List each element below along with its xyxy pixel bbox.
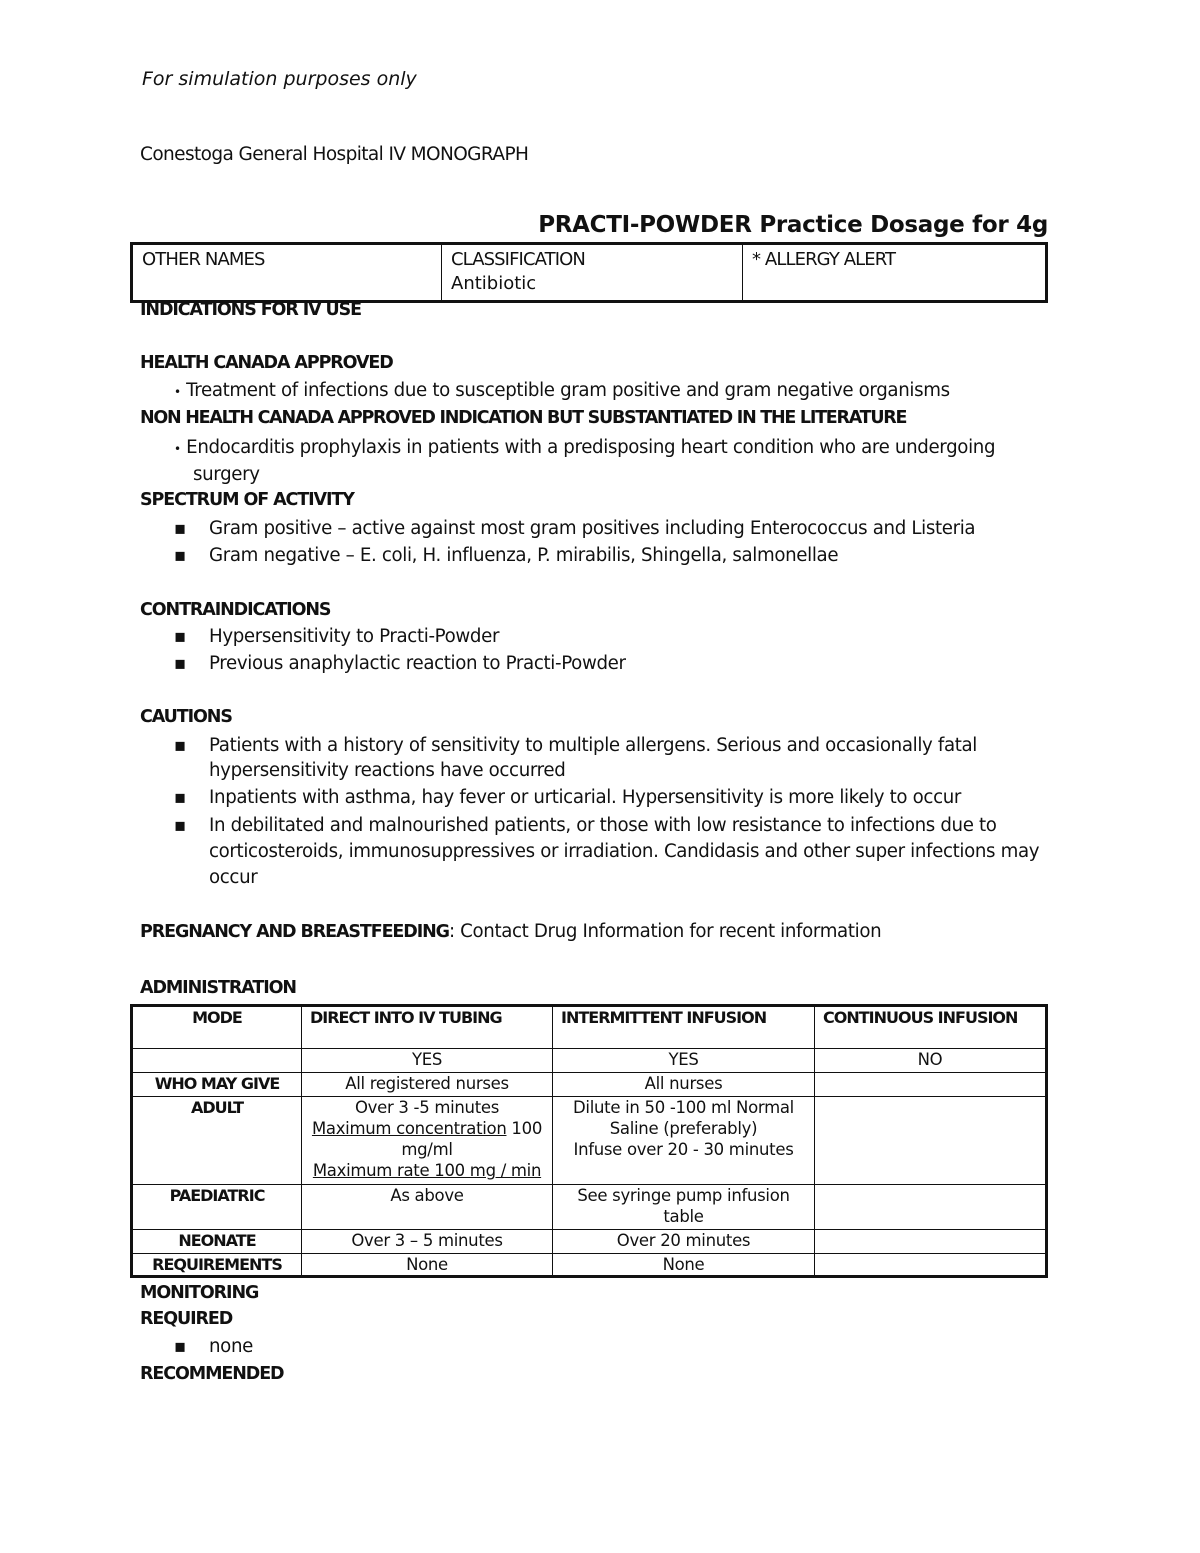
cell-intermittent <box>553 1097 815 1185</box>
row-label: WHO MAY GIVE <box>132 1073 302 1097</box>
spectrum-item: Gram positive – active against most gram positives including Enterococcus and Listeria <box>209 518 976 539</box>
cell-line: Saline (preferably) <box>609 1119 758 1138</box>
cell-line: Over 3 -5 minutes <box>354 1098 500 1117</box>
cell-direct: All registered nurses <box>302 1073 553 1097</box>
row-label <box>132 1049 302 1073</box>
spectrum-heading: SPECTRUM OF ACTIVITY <box>140 490 354 510</box>
table-row <box>132 1230 1047 1254</box>
cell-direct: As above <box>302 1185 553 1230</box>
pregnancy-label: PREGNANCY AND BREASTFEEDING <box>140 922 449 942</box>
caution-item: Inpatients with asthma, hay fever or urticarial. Hypersensitivity is more likely to occur <box>209 787 962 808</box>
cell-continuous <box>815 1254 1047 1277</box>
cell-intermittent: All nurses <box>553 1073 815 1097</box>
bullet-icon: ▪ <box>174 518 186 539</box>
col-continuous: CONTINUOUS INFUSION <box>815 1006 1047 1049</box>
col-intermittent: INTERMITTENT INFUSION <box>553 1006 815 1049</box>
cell-direct: None <box>302 1254 553 1277</box>
list-item: • Treatment of infections due to susceptible gram positive and gram negative organisms <box>174 380 950 401</box>
bullet-icon: ▪ <box>174 545 186 566</box>
allergy-cell <box>743 244 1047 302</box>
indications-heading: INDICATIONS FOR IV USE <box>140 300 362 320</box>
table-row <box>132 1254 1047 1277</box>
administration-table <box>130 1004 1048 1278</box>
non-approved-heading: NON HEALTH CANADA APPROVED INDICATION BUT SUBSTANTIATED IN THE LITERATURE <box>140 408 907 428</box>
administration-heading: ADMINISTRATION <box>140 978 296 998</box>
bullet-icon: ▪ <box>174 735 186 756</box>
classification-value: Antibiotic <box>451 273 537 294</box>
allergy-alert-label: * ALLERGY ALERT <box>752 249 896 270</box>
pregnancy-line <box>140 919 881 945</box>
cell-intermittent: Over 20 minutes <box>553 1230 815 1254</box>
recommended-heading: RECOMMENDED <box>140 1364 284 1384</box>
classification-cell <box>442 244 743 302</box>
contraindication-item: Previous anaphylactic reaction to Practi-Powder <box>209 653 626 674</box>
caution-item-cont: corticosteroids, immunosuppressives or irradiation. Candidasis and other super infections may <box>209 841 1040 862</box>
contraindications-heading: CONTRAINDICATIONS <box>140 600 331 620</box>
classification-label: CLASSIFICATION <box>451 249 585 270</box>
non-approved-indication: Endocarditis prophylaxis in patients with a predisposing heart condition who are undergoing <box>186 437 996 458</box>
cell-line: table <box>663 1207 704 1226</box>
table-row <box>132 1185 1047 1230</box>
col-mode: MODE <box>132 1006 302 1049</box>
caution-item-cont: hypersensitivity reactions have occurred <box>209 760 566 781</box>
cell-continuous <box>815 1230 1047 1254</box>
cell-intermittent <box>553 1185 815 1230</box>
monitoring-heading: MONITORING <box>140 1283 259 1303</box>
table-row <box>132 1097 1047 1185</box>
cell-line-value: 100 <box>506 1119 543 1138</box>
cell-direct: YES <box>302 1049 553 1073</box>
drug-header-table <box>130 242 1048 303</box>
other-names-cell <box>132 244 442 302</box>
cell-direct: Over 3 – 5 minutes <box>302 1230 553 1254</box>
bullet-icon: ▪ <box>174 626 186 647</box>
table-header-row <box>132 1006 1047 1049</box>
other-names-label: OTHER NAMES <box>142 249 265 270</box>
required-heading: REQUIRED <box>140 1309 233 1329</box>
approved-indication: Treatment of infections due to susceptible gram positive and gram negative organisms <box>186 380 950 401</box>
hospital-heading: Conestoga General Hospital IV MONOGRAPH <box>140 144 529 165</box>
pregnancy-text: : Contact Drug Information for recent information <box>448 921 882 942</box>
bullet-icon: ▪ <box>174 787 186 808</box>
row-label: ADULT <box>132 1097 302 1185</box>
non-approved-indication-cont: surgery <box>193 464 260 485</box>
cell-line-underlined: Maximum rate 100 mg / min <box>312 1161 542 1180</box>
row-label: PAEDIATRIC <box>132 1185 302 1230</box>
cell-line: See syringe pump infusion <box>577 1186 790 1205</box>
cell-line: Dilute in 50 -100 ml Normal <box>573 1098 794 1117</box>
cell-line-underlined: Maximum concentration <box>311 1119 507 1138</box>
cell-continuous <box>815 1097 1047 1185</box>
contraindication-item: Hypersensitivity to Practi-Powder <box>209 626 500 647</box>
required-item: none <box>209 1336 253 1357</box>
cell-continuous <box>815 1073 1047 1097</box>
cell-direct <box>302 1097 553 1185</box>
bullet-icon: ▪ <box>174 815 186 836</box>
caution-item-cont: occur <box>209 867 258 888</box>
cautions-heading: CAUTIONS <box>140 707 232 727</box>
cell-line <box>306 1118 548 1139</box>
cell-continuous: NO <box>815 1049 1047 1073</box>
table-row <box>132 1073 1047 1097</box>
cell-continuous <box>815 1185 1047 1230</box>
bullet-icon: ▪ <box>174 1336 186 1357</box>
row-label: NEONATE <box>132 1230 302 1254</box>
cell-line: mg/ml <box>401 1140 453 1159</box>
row-label: REQUIREMENTS <box>132 1254 302 1277</box>
spectrum-item: Gram negative – E. coli, H. influenza, P. mirabilis, Shingella, salmonellae <box>209 545 839 566</box>
caution-item: In debilitated and malnourished patients, or those with low resistance to infections due to <box>209 815 997 836</box>
col-direct: DIRECT INTO IV TUBING <box>302 1006 553 1049</box>
cell-intermittent: YES <box>553 1049 815 1073</box>
table-row <box>132 1049 1047 1073</box>
list-item: • Endocarditis prophylaxis in patients with a predisposing heart condition who are undergoing <box>174 437 996 458</box>
health-canada-approved-heading: HEALTH CANADA APPROVED <box>140 353 393 373</box>
disclaimer: For simulation purposes only <box>142 68 417 90</box>
document-title: PRACTI-POWDER Practice Dosage for 4g <box>538 212 1048 238</box>
cell-intermittent: None <box>553 1254 815 1277</box>
cell-line: Infuse over 20 - 30 minutes <box>573 1140 794 1159</box>
caution-item: Patients with a history of sensitivity to multiple allergens. Serious and occasionally fatal <box>209 735 978 756</box>
bullet-icon: ▪ <box>174 653 186 674</box>
